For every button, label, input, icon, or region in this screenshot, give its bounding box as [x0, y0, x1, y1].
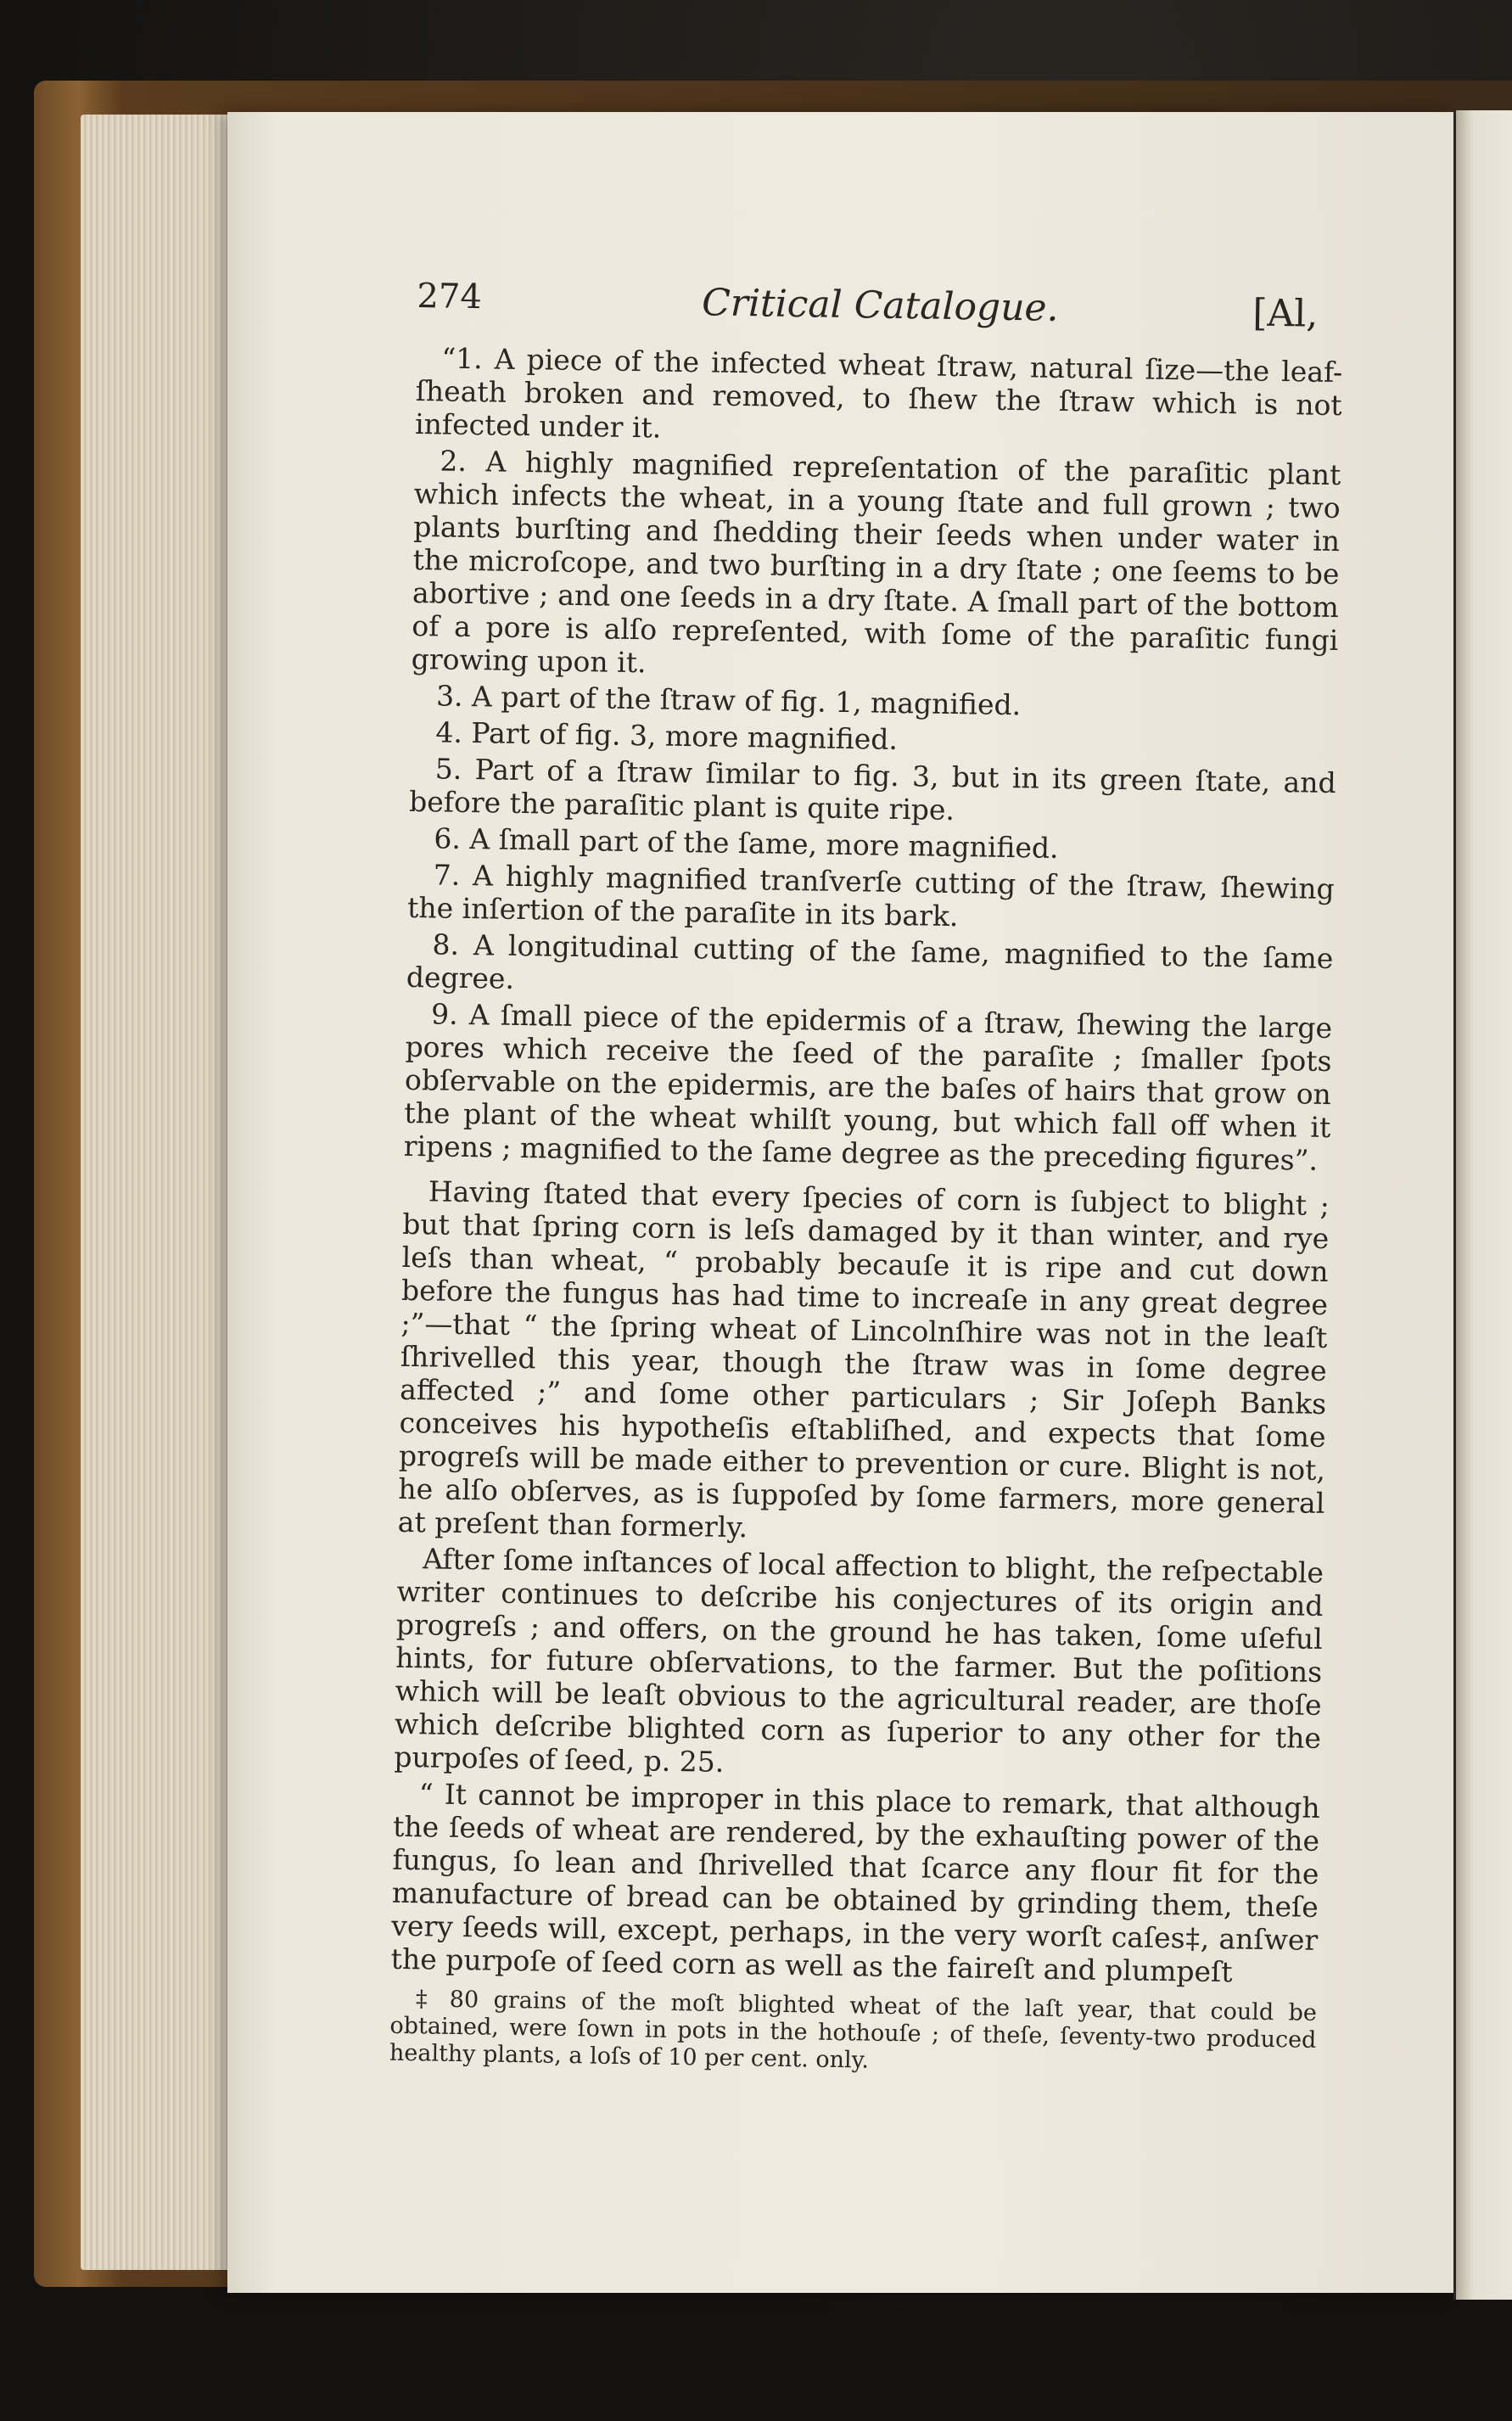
body-paragraph: After ſome inſtances of local affection to blight, the reſpectable writer continues to deſcribe his conjectures of its origin and progreſs ; and offers, on the ground he has taken, ſome uſeful hints, for future obſervations, to the farmer. But the poſitions which will be leaſt obvious to the agricultural reader, are thoſe which deſcribe blighted corn as ſuperior to any other for the purpoſes of ſeed, p. 25.: [394, 1542, 1324, 1779]
page-number: 274: [417, 276, 483, 317]
figure-item: 6. A ſmall part of the ſame, more magnified.: [434, 821, 1059, 865]
figure-list: [403, 341, 1342, 1177]
figure-item: 9. A ſmall piece of the epidermis of a ſtraw, ſhewing the large pores which receive the ſeed of the paraſite ; ſmaller ſpots obſervable on the epidermis, are the baſes of hairs that grow on the plant of the wheat whilſt young, but which fall off when it ripens ; magnified to the ſame degree as the preceding figures”.: [403, 997, 1333, 1177]
figure-item: 8. A longitudinal cutting of the ſame, magnified to the ſame degree.: [406, 927, 1334, 995]
footnote: ‡ 80 grains of the moſt blighted wheat of the laſt year, that could be obtained, were ſown in pots in the hothouſe ; of theſe, ſeventy-two produced healthy plants, a loſs of 10 per cent. only.: [389, 1986, 1318, 2074]
section-mark: [Al,: [1252, 291, 1319, 336]
page-edges: [81, 115, 242, 2270]
running-title: Critical Catalogue.: [701, 281, 1059, 330]
figure-item: 3. A part of the ſtraw of fig. 1, magnified.: [435, 679, 1022, 722]
page-content: [389, 270, 1344, 2104]
figure-item: 2. A highly magnified repreſentation of the paraſitic plant which infects the wheat, in a young ſtate and full grown ; two plants burſting and ſhedding their ſeeds when under water in the microſcope, and two burſting in a dry ſtate ; one ſeems to be abortive ; and one ſeeds in a dry ſtate. A ſmall part of the bottom of a pore is alſo repreſented, with ſome of the paraſitic fungi growing upon it.: [411, 444, 1341, 680]
figure-item: 4. Part of fig. 3, more magnified.: [435, 715, 899, 756]
figure-item: 7. A highly magnified tranſverſe cutting of the ſtraw, ſhewing the inſertion of the paraſite in its bark.: [406, 858, 1335, 933]
body-paragraph: Having ſtated that every ſpecies of corn is ſubject to blight ; but that ſpring corn is leſs damaged by it than winter, and rye leſs than wheat, “ probably becauſe it is ripe and cut down before the fungus has had time to increaſe in any great degree ;”—that “ the ſpring wheat of Lincolnſhire was not in the leaſt ſhrivelled this year, though the ſtraw was in ſome degree affected ;” and ſome other particulars ; Sir Joſeph Banks conceives his hypotheſis eſtabliſhed, and expects that ſome progreſs will be made either to prevention or cure. Blight is not, he alſo obſerves, as is ſuppoſed by ſome farmers, more general at preſent than formerly.: [397, 1174, 1330, 1544]
facing-page: [1453, 110, 1512, 2300]
body-paragraph: “ It cannot be improper in this place to remark, that although the ſeeds of wheat are rendered, by the exhauſting power of the fungus, ſo lean and ſhrivelled that ſcarce any flour fit for the manufacture of bread can be obtained by grinding them, theſe very ſeeds will, except, perhaps, in the very worſt caſes‡, anſwer the purpoſe of ſeed corn as well as the faireſt and plumpeſt: [390, 1777, 1320, 1989]
figure-item: 5. Part of a ſtraw ſimilar to fig. 3, but in its green ſtate, and before the paraſitic plant is quite ripe.: [408, 752, 1336, 827]
figure-item: “1. A piece of the infected wheat ſtraw, natural ſize—the leaf-ſheath broken and removed, to ſhew the ſtraw which is not infected under it.: [414, 341, 1343, 445]
